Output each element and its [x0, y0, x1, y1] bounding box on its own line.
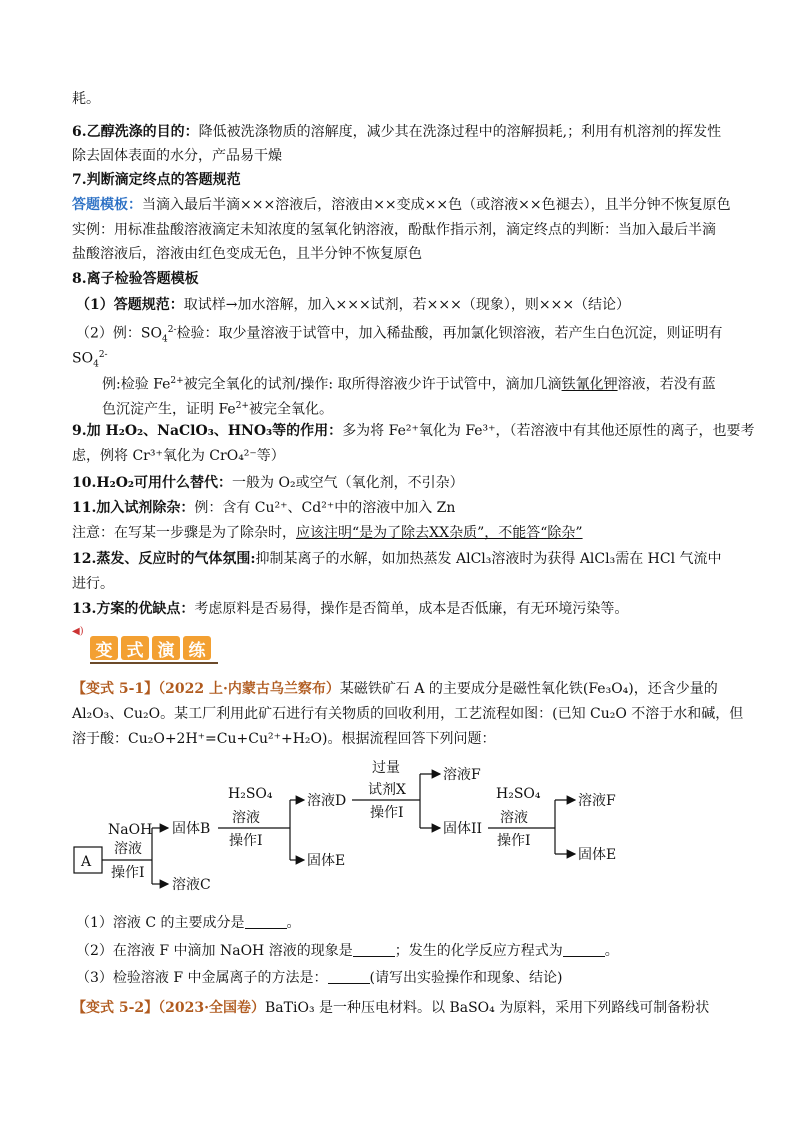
- question-line: 溶于酸：Cu₂O+2H⁺=Cu+Cu²⁺+H₂O)。根据流程回答下列问题：: [72, 731, 496, 747]
- answer-blank[interactable]: [353, 942, 395, 957]
- sub-question: （1）溶液 C 的主要成分是 。: [76, 915, 301, 931]
- svg-text:NaOH: NaOH: [108, 822, 153, 838]
- text-line: 注意：在写某一步骤是为了除杂时，应该注明“是为了除去XX杂质”，不能答“除杂”: [72, 525, 583, 541]
- answer-blank[interactable]: [245, 914, 287, 929]
- svg-text:溶液F: 溶液F: [443, 767, 481, 783]
- text-line: 虑，例将 Cr³⁺氧化为 CrO₄²⁻等）: [72, 448, 285, 464]
- svg-text:溶液C: 溶液C: [172, 877, 211, 893]
- text-line: 6.乙醇洗涤的目的：降低被洗涤物质的溶解度，减少其在洗涤过程中的溶解损耗,；利用有机溶剂的挥发性: [72, 124, 722, 140]
- svg-text:H₂SO₄: H₂SO₄: [496, 786, 541, 802]
- text-line: 例:检验 $Fe^{2+}$被完全氧化的试剂/操作: 取所得溶液少许于试管中，滴加几滴铁氰化钾溶液，若没有蓝: [102, 376, 716, 393]
- banner-char: 演: [152, 636, 180, 660]
- text-line: （2）例：$SO_4^{2-}$检验：取少量溶液于试管中，加入稀盐酸，再加氯化钡溶液，若产生白色沉淀，则证明有: [76, 325, 723, 345]
- question-line: 【变式 5-2】（2023·全国卷）BaTiO₃ 是一种压电材料。以 BaSO₄ 为原料，采用下列路线可制备粉状: [72, 1000, 710, 1016]
- answer-blank[interactable]: [563, 942, 605, 957]
- banner-char: 式: [121, 636, 149, 660]
- text-line: 盐酸溶液后，溶液由红色变成无色，且半分钟不恢复原色: [72, 246, 422, 262]
- sub-question: （2）在溶液 F 中滴加 NaOH 溶液的现象是 ；发生的化学反应方程式为 。: [76, 943, 619, 959]
- svg-text:固体II: 固体II: [443, 821, 483, 837]
- section-heading: 8.离子检验答题模板: [72, 271, 199, 287]
- practice-banner: [82, 632, 220, 666]
- text-line: 11.加入试剂除杂：例：含有 Cu²⁺、Cd²⁺中的溶液中加入 Zn: [72, 500, 456, 516]
- svg-text:操作Ⅰ: 操作Ⅰ: [229, 833, 263, 849]
- svg-text:操作Ⅰ: 操作Ⅰ: [370, 805, 404, 821]
- svg-text:过量: 过量: [372, 760, 400, 776]
- question-line: 【变式 5-1】（2022 上·内蒙古乌兰察布）某磁铁矿石 A 的主要成分是磁性氧化铁(Fe₃O₄)，还含少量的: [72, 681, 718, 697]
- text-line: 色沉淀产生，证明 $Fe^{2+}$被完全氧化。: [102, 401, 333, 418]
- text-line: $SO_4^{2-}$: [72, 350, 108, 370]
- answer-blank[interactable]: [328, 969, 370, 984]
- svg-text:固体E: 固体E: [578, 847, 617, 863]
- question-line: Al₂O₃、Cu₂O。某工厂利用此矿石进行有关物质的回收利用，工艺流程如图：(已知 Cu₂O 不溶于水和碱，但: [72, 706, 744, 722]
- svg-text:溶液D: 溶液D: [307, 793, 347, 809]
- svg-text:固体E: 固体E: [307, 853, 346, 869]
- section-heading: 7.判断滴定终点的答题规范: [72, 172, 241, 188]
- svg-text:H₂SO₄: H₂SO₄: [228, 786, 273, 802]
- svg-text:溶液F: 溶液F: [578, 793, 616, 809]
- text-line: 答题模板：当滴入最后半滴×××溶液后，溶液由××变成××色（或溶液××色褪去），且半分钟不恢复原色: [72, 197, 731, 213]
- text-line: 12.蒸发、反应时的气体氛围:抑制某离子的水解，如加热蒸发 AlCl₃溶液时为获得 AlCl₃需在 HCl 气流中: [72, 551, 722, 567]
- text-line: 13.方案的优缺点：考虑原料是否易得，操作是否简单，成本是否低廉，有无环境污染等。: [72, 601, 629, 617]
- text-line: 10.H₂O₂可用什么替代：一般为 O₂或空气（氧化剂，不引杂）: [72, 475, 464, 491]
- process-flow-diagram: [0, 750, 800, 910]
- svg-text:固体B: 固体B: [172, 821, 211, 837]
- speaker-icon: ◀): [72, 626, 84, 637]
- svg-text:溶液: 溶液: [232, 810, 260, 826]
- text-line: 耗。: [72, 91, 100, 107]
- sub-question: （3）检验溶液 F 中金属离子的方法是： (请写出实验操作和现象、结论): [76, 970, 563, 986]
- banner-char: 练: [183, 636, 211, 660]
- svg-text:操作Ⅰ: 操作Ⅰ: [111, 865, 145, 881]
- svg-text:溶液: 溶液: [114, 841, 142, 857]
- banner-underline: [90, 662, 218, 664]
- text-line: 除去固体表面的水分，产品易干燥: [72, 148, 282, 164]
- svg-text:溶液: 溶液: [500, 810, 528, 826]
- text-line: （1）答题规范：取试样→加水溶解，加入×××试剂，若×××（现象），则×××（结论）: [76, 297, 631, 313]
- svg-text:试剂X: 试剂X: [368, 782, 406, 798]
- text-line: 实例：用标准盐酸溶液滴定未知浓度的氢氧化钠溶液，酚酞作指示剂，滴定终点的判断：当加入最后半滴: [72, 222, 716, 238]
- text-line: 9.加 H₂O₂、NaClO₃、HNO₃等的作用：多为将 Fe²⁺氧化为 Fe³⁺，（若溶液中有其他还原性的离子，也要考: [72, 423, 755, 439]
- svg-text:操作Ⅰ: 操作Ⅰ: [497, 833, 531, 849]
- label-a: A: [81, 854, 92, 870]
- text-line: 进行。: [72, 576, 114, 592]
- banner-char: 变: [90, 636, 118, 660]
